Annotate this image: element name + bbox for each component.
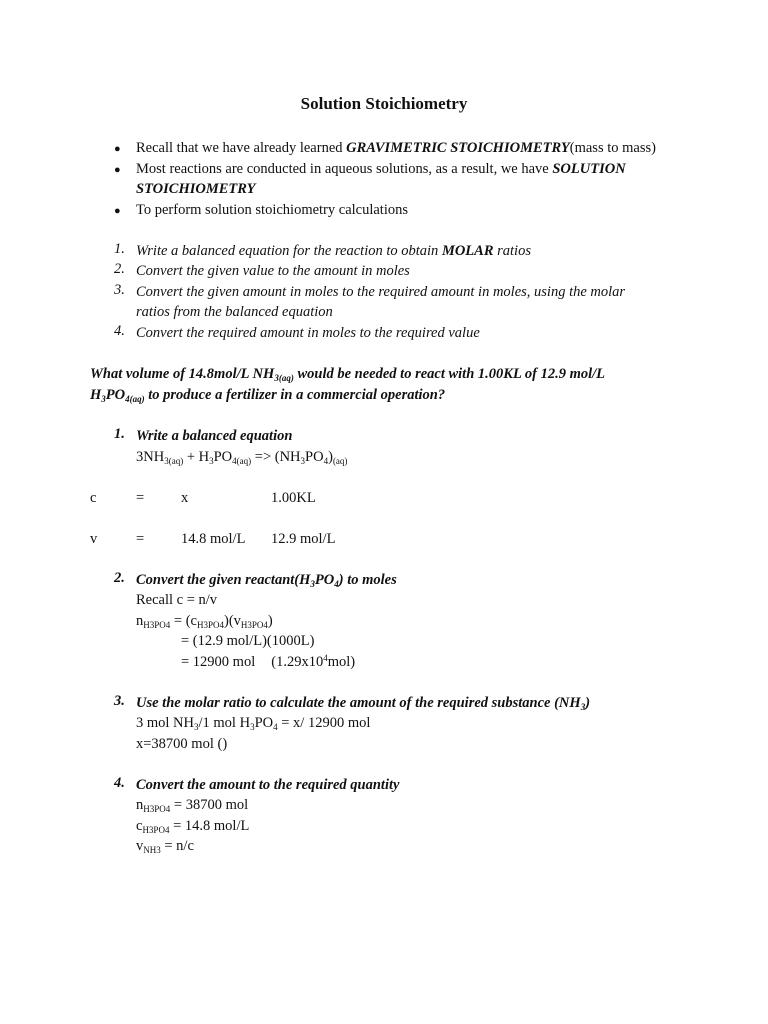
- section-3-line-2: x=38700 mol (): [136, 736, 228, 752]
- section-3-heading: Use the molar ratio to calculate the amount of the required substance $(NH_3)$: [136, 695, 591, 712]
- section-4-line-2: $c_{H3PO4} = 14.8$ mol/L: [136, 818, 250, 835]
- row-c-value-a: x: [181, 490, 189, 506]
- balanced-equation: $3NH_{3(aq)} + H_3PO_{4(aq)} => (NH_3PO_4)_{(aq)}$: [136, 449, 348, 466]
- section-2-line-2: $n_{H3PO4} = (c_{H3PO4})(v_{H3PO4})$: [136, 613, 273, 630]
- section-2-line-3: = (12.9 mol/L)(1000L): [181, 633, 315, 649]
- step-number: 2.: [114, 261, 125, 277]
- section-2-line-4: = 12900 mol $(1.29x10^4mol)$: [181, 653, 356, 670]
- step-number: 3.: [114, 282, 125, 298]
- step-1: Write a balanced equation for the reaction to obtain MOLAR ratios: [136, 243, 531, 259]
- section-number: 1.: [114, 426, 125, 442]
- section-4-line-1: $n_{H3PO4} = 38700$ mol: [136, 797, 249, 814]
- row-c-value-b: 1.00KL: [271, 490, 316, 506]
- row-v-label: v: [90, 531, 98, 547]
- bullet-dot-icon: ●: [114, 164, 121, 176]
- section-number: 2.: [114, 570, 125, 586]
- question-line-2: $H_3PO_{4(aq)}$ to produce a fertilizer in a commercial operation?: [90, 387, 446, 404]
- bullet-item-2: Most reactions are conducted in aqueous solutions, as a result, we have SOLUTION: [136, 161, 626, 177]
- section-3-line-1: 3 mol $NH_3/1$ mol $H_3PO_4 = x/$ 12900 mol: [136, 715, 371, 732]
- question-line-1: What volume of 14.8mol/L $NH_{3(aq)}$ would be needed to react with 1.00KL of 12.9 mol/L: [90, 366, 606, 383]
- row-v-equals: =: [136, 531, 145, 547]
- section-number: 4.: [114, 775, 125, 791]
- section-2-heading: Convert the given $reactant(H_3PO_4)$ to moles: [136, 572, 397, 589]
- step-number: 1.: [114, 241, 125, 257]
- step-number: 4.: [114, 323, 125, 339]
- bullet-dot-icon: ●: [114, 205, 121, 217]
- section-1-heading: Write a balanced equation: [136, 428, 293, 444]
- row-c-label: c: [90, 490, 97, 506]
- section-number: 3.: [114, 693, 125, 709]
- section-4-line-3: $v_{NH3} = n/c$: [136, 838, 194, 855]
- bullet-item-1: Recall that we have already learned GRAVIMETRIC STOICHIOMETRY(mass to mass): [136, 140, 656, 156]
- row-c-equals: =: [136, 490, 145, 506]
- bullet-dot-icon: ●: [114, 143, 121, 155]
- row-v-value-b: 12.9 mol/L: [271, 531, 336, 547]
- step-3-cont: ratios from the balanced equation: [136, 304, 333, 320]
- row-v-value-a: 14.8 mol/L: [181, 531, 246, 547]
- page-title: Solution Stoichiometry: [300, 94, 468, 113]
- step-3: Convert the given amount in moles to the required amount in moles, using the molar: [136, 284, 626, 300]
- bullet-item-3: To perform solution stoichiometry calculations: [136, 202, 409, 218]
- section-4-heading: Convert the amount to the required quantity: [136, 777, 400, 793]
- section-2-line-1: Recall c = n/v: [136, 592, 218, 608]
- bullet-item-2-cont: STOICHIOMETRY: [136, 181, 256, 197]
- step-2: Convert the given value to the amount in moles: [136, 263, 410, 279]
- step-4: Convert the required amount in moles to the required value: [136, 325, 480, 341]
